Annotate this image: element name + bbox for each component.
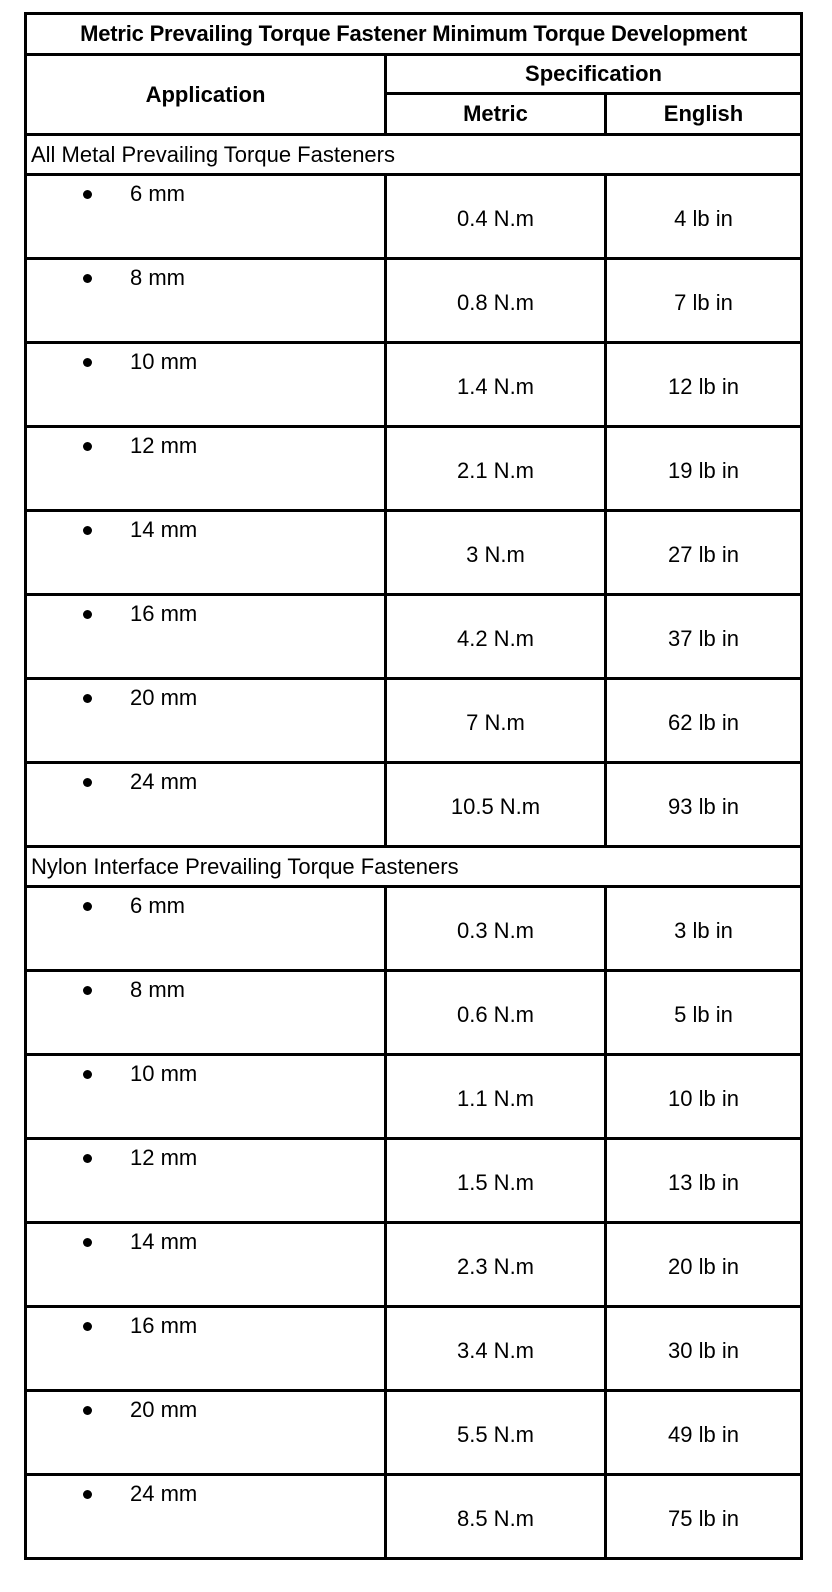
english-value: 20 lb in [606, 1223, 802, 1307]
application-cell [26, 259, 386, 343]
table-row [26, 763, 802, 847]
application-header: Application [26, 55, 386, 135]
bullet-icon [83, 1490, 92, 1499]
fastener-size: 8 mm [130, 977, 185, 1002]
application-cell [26, 175, 386, 259]
fastener-size: 8 mm [130, 265, 185, 290]
table-row [26, 343, 802, 427]
bullet-icon [83, 1154, 92, 1163]
table-body [26, 135, 802, 1559]
bullet-icon [83, 526, 92, 535]
application-cell [26, 1307, 386, 1391]
metric-value: 10.5 N.m [386, 763, 606, 847]
metric-value: 1.4 N.m [386, 343, 606, 427]
table-row [26, 1055, 802, 1139]
table-row [26, 175, 802, 259]
application-cell [26, 1391, 386, 1475]
english-value: 19 lb in [606, 427, 802, 511]
table-row [26, 511, 802, 595]
metric-value: 8.5 N.m [386, 1475, 606, 1559]
english-value: 4 lb in [606, 175, 802, 259]
table-row [26, 1223, 802, 1307]
table-row [26, 259, 802, 343]
bullet-icon [83, 1238, 92, 1247]
fastener-size: 16 mm [130, 1313, 198, 1338]
bullet-icon [83, 986, 92, 995]
english-value: 62 lb in [606, 679, 802, 763]
fastener-size: 12 mm [130, 1145, 198, 1170]
fastener-size: 14 mm [130, 1229, 198, 1254]
english-value: 13 lb in [606, 1139, 802, 1223]
fastener-size: 24 mm [130, 769, 198, 794]
bullet-icon [83, 610, 92, 619]
english-value: 7 lb in [606, 259, 802, 343]
metric-value: 0.8 N.m [386, 259, 606, 343]
english-value: 3 lb in [606, 887, 802, 971]
bullet-icon [83, 442, 92, 451]
fastener-size: 10 mm [130, 1061, 198, 1086]
metric-value: 5.5 N.m [386, 1391, 606, 1475]
fastener-size: 20 mm [130, 685, 198, 710]
application-cell [26, 595, 386, 679]
bullet-icon [83, 902, 92, 911]
english-value: 75 lb in [606, 1475, 802, 1559]
section-label: Nylon Interface Prevailing Torque Fasteners [26, 847, 802, 887]
english-header: English [606, 94, 802, 135]
table-row [26, 887, 802, 971]
application-cell [26, 887, 386, 971]
metric-value: 1.5 N.m [386, 1139, 606, 1223]
section-row [26, 135, 802, 175]
metric-value: 0.3 N.m [386, 887, 606, 971]
english-value: 27 lb in [606, 511, 802, 595]
section-row [26, 847, 802, 887]
table-row [26, 1307, 802, 1391]
bullet-icon [83, 1406, 92, 1415]
fastener-size: 6 mm [130, 893, 185, 918]
fastener-size: 16 mm [130, 601, 198, 626]
metric-value: 0.6 N.m [386, 971, 606, 1055]
fastener-size: 12 mm [130, 433, 198, 458]
application-cell [26, 1223, 386, 1307]
bullet-icon [83, 1070, 92, 1079]
bullet-icon [83, 1322, 92, 1331]
application-cell [26, 1055, 386, 1139]
application-cell [26, 1139, 386, 1223]
table-row [26, 679, 802, 763]
application-cell [26, 971, 386, 1055]
application-cell [26, 1475, 386, 1559]
table-row [26, 1475, 802, 1559]
fastener-size: 20 mm [130, 1397, 198, 1422]
english-value: 49 lb in [606, 1391, 802, 1475]
specification-header: Specification [386, 55, 802, 94]
metric-value: 7 N.m [386, 679, 606, 763]
table-row [26, 595, 802, 679]
bullet-icon [83, 358, 92, 367]
english-value: 30 lb in [606, 1307, 802, 1391]
metric-value: 3 N.m [386, 511, 606, 595]
english-value: 5 lb in [606, 971, 802, 1055]
fastener-size: 24 mm [130, 1481, 198, 1506]
metric-value: 1.1 N.m [386, 1055, 606, 1139]
bullet-icon [83, 274, 92, 283]
english-value: 10 lb in [606, 1055, 802, 1139]
metric-value: 2.3 N.m [386, 1223, 606, 1307]
torque-spec-table [24, 12, 803, 1560]
bullet-icon [83, 190, 92, 199]
metric-value: 0.4 N.m [386, 175, 606, 259]
metric-header: Metric [386, 94, 606, 135]
metric-value: 4.2 N.m [386, 595, 606, 679]
table-row [26, 1139, 802, 1223]
application-cell [26, 427, 386, 511]
application-cell [26, 343, 386, 427]
fastener-size: 10 mm [130, 349, 198, 374]
english-value: 37 lb in [606, 595, 802, 679]
bullet-icon [83, 694, 92, 703]
application-cell [26, 679, 386, 763]
fastener-size: 14 mm [130, 517, 198, 542]
bullet-icon [83, 778, 92, 787]
metric-value: 2.1 N.m [386, 427, 606, 511]
table-row [26, 971, 802, 1055]
english-value: 93 lb in [606, 763, 802, 847]
section-label: All Metal Prevailing Torque Fasteners [26, 135, 802, 175]
table-row [26, 1391, 802, 1475]
metric-value: 3.4 N.m [386, 1307, 606, 1391]
table-row [26, 427, 802, 511]
fastener-size: 6 mm [130, 181, 185, 206]
english-value: 12 lb in [606, 343, 802, 427]
application-cell [26, 511, 386, 595]
table-title: Metric Prevailing Torque Fastener Minimum Torque Development [26, 14, 802, 55]
application-cell [26, 763, 386, 847]
